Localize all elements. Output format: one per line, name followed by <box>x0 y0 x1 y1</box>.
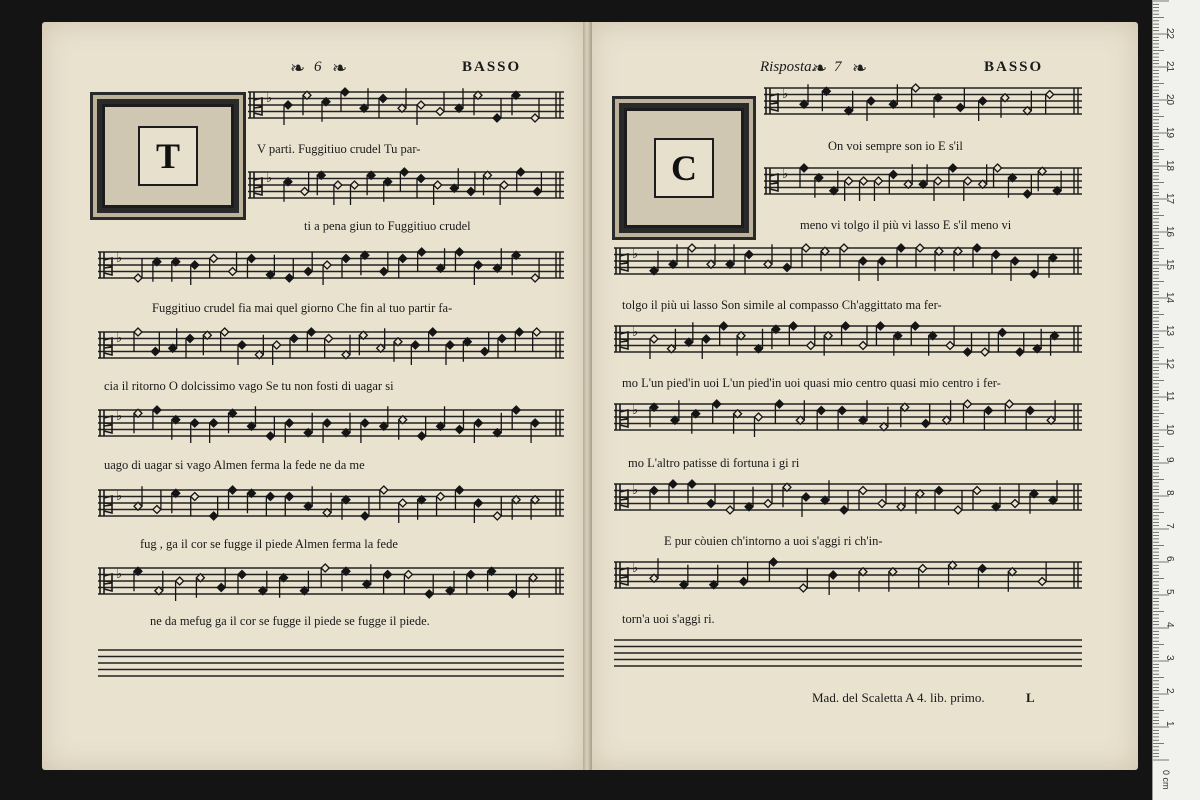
music-note <box>455 486 463 510</box>
music-note <box>285 258 293 282</box>
music-note <box>1011 484 1019 508</box>
music-note <box>229 252 237 276</box>
ruler-number: 13 <box>1164 325 1175 337</box>
music-note <box>934 177 942 201</box>
music-note <box>325 335 333 359</box>
music-note <box>755 413 763 437</box>
fleuron-ornament: ❧ <box>290 58 306 78</box>
music-note <box>919 565 927 589</box>
music-note <box>745 251 753 275</box>
flat-sign-icon: ♭ <box>266 91 273 106</box>
music-staff <box>248 88 564 128</box>
flat-sign-icon: ♭ <box>782 167 789 182</box>
music-note <box>802 493 810 517</box>
music-note <box>845 177 853 201</box>
music-staff <box>614 558 1082 598</box>
fleuron-ornament: ❧ <box>852 58 868 78</box>
music-note <box>455 410 463 434</box>
music-note <box>840 244 848 268</box>
music-note <box>334 181 342 205</box>
flat-sign-icon: ♭ <box>116 331 123 346</box>
music-note <box>285 419 293 443</box>
music-note <box>351 181 359 205</box>
music-note <box>437 493 445 517</box>
music-note <box>979 97 987 121</box>
section-title: Risposta. <box>760 59 816 75</box>
music-note <box>973 244 981 268</box>
music-note <box>429 328 437 352</box>
music-note <box>1016 332 1024 356</box>
ruler-number: 1 <box>1164 721 1175 727</box>
music-note <box>153 406 161 430</box>
ruler-number: 22 <box>1164 28 1175 40</box>
music-note <box>210 255 218 279</box>
music-note <box>361 419 369 443</box>
music-note <box>533 328 541 352</box>
music-note <box>301 172 309 196</box>
lyric-line: ne da mefug ga il cor se fugge il piede se fugge il piede. <box>150 614 430 628</box>
music-note <box>889 171 897 195</box>
ruler-number: 5 <box>1164 589 1175 595</box>
music-note <box>1011 257 1019 281</box>
music-note <box>191 419 199 443</box>
ruler-number: 12 <box>1164 358 1175 370</box>
music-note <box>361 496 369 520</box>
music-note <box>380 486 388 510</box>
page-footer: Mad. del Scaletta A 4. lib. primo. <box>812 690 985 705</box>
music-staff <box>248 168 564 208</box>
lyric-line: ti a pena giun to Fuggitiuo crudel <box>304 219 471 233</box>
music-note <box>842 322 850 346</box>
music-note <box>417 175 425 199</box>
music-note <box>531 98 539 122</box>
lyric-line: cia il ritorno O dolcissimo vago Se tu non fosti di uagar si <box>104 379 394 393</box>
music-note <box>467 571 475 595</box>
music-note <box>838 407 846 431</box>
music-note <box>238 571 246 595</box>
music-note <box>1038 562 1046 586</box>
music-note <box>384 571 392 595</box>
music-staff <box>98 646 564 686</box>
music-note <box>379 95 387 119</box>
music-note <box>493 98 501 122</box>
music-note <box>290 335 298 359</box>
music-note <box>964 177 972 201</box>
music-note <box>964 400 972 424</box>
music-note <box>876 322 884 346</box>
music-note <box>1023 174 1031 198</box>
music-staff <box>764 164 1082 204</box>
flat-sign-icon: ♭ <box>632 483 639 498</box>
music-note <box>1030 254 1038 278</box>
music-note <box>817 407 825 431</box>
page-number: 6 <box>314 59 322 75</box>
lyric-line: mo L'altro patisse di fortuna i gi ri <box>628 456 800 470</box>
flat-sign-icon: ♭ <box>116 489 123 504</box>
music-note <box>650 335 658 359</box>
music-note <box>134 258 142 282</box>
music-note <box>247 255 255 279</box>
music-note <box>897 244 905 268</box>
music-note <box>740 562 748 586</box>
music-staff <box>764 84 1082 124</box>
music-note <box>342 255 350 279</box>
music-note <box>380 252 388 276</box>
ruler-number: 21 <box>1164 61 1175 73</box>
music-note <box>191 493 199 517</box>
music-note <box>153 490 161 514</box>
initial-letter: C <box>654 138 714 198</box>
music-note <box>446 341 454 365</box>
fleuron-ornament: ❧ <box>332 58 348 78</box>
ruler-number: 6 <box>1164 556 1175 562</box>
music-note <box>210 419 218 443</box>
ruler-ticks <box>1153 0 1200 800</box>
music-staff <box>614 244 1082 284</box>
music-note <box>874 177 882 201</box>
flat-sign-icon: ♭ <box>632 247 639 262</box>
music-note <box>998 329 1006 353</box>
music-note <box>720 322 728 346</box>
music-note <box>802 244 810 268</box>
page-number: 7 <box>834 59 842 75</box>
lyric-line: tolgo il più ui lasso Son simile al compasso Ch'aggittato ma fer- <box>622 298 942 312</box>
music-note <box>726 490 734 514</box>
music-note <box>713 400 721 424</box>
measuring-ruler <box>1152 0 1200 800</box>
music-note <box>467 172 475 196</box>
music-note <box>474 419 482 443</box>
lyric-line: E pur còuien ch'intorno a uoi s'aggi ri ch'in- <box>664 534 883 548</box>
music-note <box>436 92 444 116</box>
music-note <box>859 257 867 281</box>
music-note <box>859 326 867 350</box>
music-note <box>134 328 142 352</box>
ruler-number: 18 <box>1164 160 1175 172</box>
music-note <box>859 487 867 511</box>
music-note <box>775 400 783 424</box>
music-note <box>531 258 539 282</box>
music-note <box>266 493 274 517</box>
music-note <box>323 261 331 285</box>
music-note <box>764 484 772 508</box>
music-note <box>238 341 246 365</box>
music-note <box>769 558 777 582</box>
music-note <box>829 571 837 595</box>
music-note <box>860 177 868 201</box>
music-note <box>221 328 229 352</box>
music-note <box>404 571 412 595</box>
music-note <box>307 328 315 352</box>
voice-part-heading: BASSO <box>462 59 522 75</box>
music-note <box>434 181 442 205</box>
music-note <box>323 419 331 443</box>
flat-sign-icon: ♭ <box>632 561 639 576</box>
music-note <box>411 341 419 365</box>
music-note <box>481 332 489 356</box>
music-staff <box>98 486 564 526</box>
initial-letter: T <box>138 126 198 186</box>
music-note <box>992 251 1000 275</box>
music-note <box>1026 407 1034 431</box>
music-note <box>935 487 943 511</box>
music-note <box>688 480 696 504</box>
music-staff <box>98 248 564 288</box>
music-note <box>229 486 237 510</box>
flat-sign-icon: ♭ <box>116 567 123 582</box>
music-note <box>531 419 539 443</box>
music-note <box>878 257 886 281</box>
lyric-line: meno vi tolgo il più vi lasso E s'il meno vi <box>800 218 1012 232</box>
music-staff <box>614 480 1082 520</box>
flat-sign-icon: ♭ <box>782 87 789 102</box>
decorated-initial <box>102 104 234 208</box>
ruler-number: 11 <box>1164 391 1175 402</box>
music-note <box>789 322 797 346</box>
music-note <box>807 326 815 350</box>
music-note <box>217 568 225 592</box>
music-note <box>321 564 329 588</box>
music-note <box>285 493 293 517</box>
music-note <box>493 496 501 520</box>
signature-mark: L <box>1026 690 1035 705</box>
music-note <box>867 97 875 121</box>
music-staff <box>614 636 1082 676</box>
music-note <box>284 101 292 125</box>
music-note <box>304 252 312 276</box>
music-note <box>912 84 920 108</box>
ruler-number: 14 <box>1164 292 1175 304</box>
music-note <box>981 332 989 356</box>
music-note <box>512 406 520 430</box>
music-note <box>341 88 349 112</box>
lyric-line: V parti. Fuggitiuo crudel Tu par- <box>257 142 421 156</box>
music-note <box>474 261 482 285</box>
music-note <box>922 404 930 428</box>
music-note <box>474 499 482 523</box>
flat-sign-icon: ♭ <box>632 325 639 340</box>
lyric-line: On voi sempre son io E s'il <box>828 139 963 153</box>
music-note <box>455 248 463 272</box>
ruler-number: 16 <box>1164 226 1175 238</box>
music-note <box>954 490 962 514</box>
music-note <box>916 244 924 268</box>
music-staff <box>98 564 564 604</box>
flat-sign-icon: ♭ <box>116 409 123 424</box>
ruler-number: 7 <box>1164 523 1175 529</box>
lyric-line: torn'a uoi s'aggi ri. <box>622 612 715 626</box>
voice-part-heading: BASSO <box>984 59 1044 75</box>
music-note <box>399 499 407 523</box>
music-note <box>399 255 407 279</box>
music-note <box>799 568 807 592</box>
music-note <box>973 487 981 511</box>
music-note <box>707 484 715 508</box>
music-note <box>911 322 919 346</box>
music-note <box>418 248 426 272</box>
lyric-line: mo L'un pied'in uoi L'un pied'in uoi quasi mio centro quasi mio centro i fer- <box>622 376 1001 390</box>
music-note <box>946 326 954 350</box>
music-note <box>964 332 972 356</box>
music-note <box>650 487 658 511</box>
music-note <box>688 244 696 268</box>
flat-sign-icon: ♭ <box>266 171 273 186</box>
lyric-line: uago di uagar si vago Almen ferma la fede ne da me <box>104 458 365 472</box>
music-note <box>517 168 525 192</box>
ruler-number: 20 <box>1164 94 1175 106</box>
music-note <box>500 181 508 205</box>
ruler-unit-label: 0 cm <box>1161 770 1171 790</box>
ruler-number: 15 <box>1164 259 1175 271</box>
music-note <box>1005 400 1013 424</box>
music-note <box>498 335 506 359</box>
ruler-number: 4 <box>1164 622 1175 628</box>
decorated-initial <box>624 108 744 228</box>
music-note <box>994 164 1002 188</box>
music-note <box>425 574 433 598</box>
music-note <box>783 248 791 272</box>
ruler-number: 3 <box>1164 655 1175 661</box>
music-note <box>956 88 964 112</box>
music-note <box>800 164 808 188</box>
music-note <box>191 261 199 285</box>
music-staff <box>614 400 1082 440</box>
music-staff <box>98 328 564 368</box>
lyric-line: Fuggitiuo crudel fia mai quel giorno Che fin al tuo partir fa- <box>152 301 453 315</box>
music-note <box>840 490 848 514</box>
music-note <box>984 407 992 431</box>
music-note <box>669 480 677 504</box>
music-note <box>210 496 218 520</box>
ruler-number: 8 <box>1164 490 1175 496</box>
music-staff <box>98 406 564 446</box>
music-note <box>273 341 281 365</box>
lyric-line: fug , ga il cor se fugge il piede Almen ferma la fede <box>140 537 398 551</box>
ruler-number: 9 <box>1164 457 1175 463</box>
music-note <box>418 416 426 440</box>
music-staff <box>614 322 1082 362</box>
music-note <box>702 335 710 359</box>
music-note <box>266 416 274 440</box>
music-note <box>515 328 523 352</box>
ruler-number: 19 <box>1164 127 1175 139</box>
music-note <box>417 101 425 125</box>
music-note <box>533 172 541 196</box>
book-gutter <box>583 22 592 770</box>
music-note <box>978 565 986 589</box>
music-note <box>949 164 957 188</box>
ruler-number: 2 <box>1164 688 1175 694</box>
ruler-number: 10 <box>1164 424 1175 436</box>
flat-sign-icon: ♭ <box>632 403 639 418</box>
fleuron-ornament: ❧ <box>812 58 828 78</box>
music-note <box>176 577 184 601</box>
music-note <box>1046 91 1054 115</box>
music-note <box>400 168 408 192</box>
ruler-number: 17 <box>1164 193 1175 205</box>
music-note <box>878 484 886 508</box>
music-note <box>508 574 516 598</box>
flat-sign-icon: ♭ <box>116 251 123 266</box>
music-note <box>186 335 194 359</box>
music-note <box>151 332 159 356</box>
